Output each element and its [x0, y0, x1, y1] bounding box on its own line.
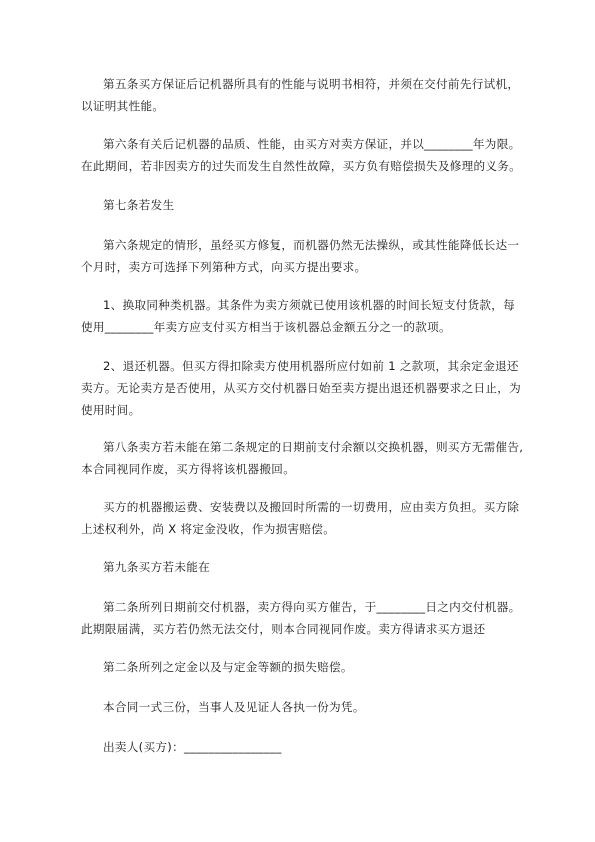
- paragraph-line: 第五条买方保证后记机器所具有的性能与说明书相符，并须在交付前先行试机，: [103, 77, 520, 91]
- paragraph-line: 买方的机器搬运费、安装费以及搬回时所需的一切费用，应由卖方负担。买方除: [103, 500, 520, 514]
- heading-article-9: [81, 556, 521, 578]
- paragraph-line: 在此期间，若非因卖方的过失而发生自然性故障，买方负有赔偿损失及修理的义务。: [81, 159, 522, 173]
- paragraph-line: 使用时间。: [81, 403, 141, 417]
- paragraph-line: 第九条买方若未能在: [103, 560, 211, 574]
- paragraph-copies: [81, 696, 521, 718]
- signature-field: 出卖人(买方)：________________: [103, 740, 282, 754]
- paragraph-article-7-item-1: [81, 294, 521, 338]
- paragraph-article-8-cont: [81, 496, 521, 540]
- paragraph-line: 2、退还机器。但买方得扣除卖方使用机器所应付如前 1 之款项，其余定金退还: [103, 359, 519, 373]
- paragraph-line: 第二条所列日期前交付机器，卖方得向买方催告，于________日之内交付机器。: [103, 600, 521, 614]
- paragraph-line: 第八条卖方若未能在第二条规定的日期前支付余额以交换机器，则买方无需催告,: [103, 440, 524, 454]
- paragraph-line: 第七条若发生: [103, 198, 175, 212]
- paragraph-line: 本合同视同作废，买方得将该机器搬回。: [81, 462, 296, 476]
- seller-signature-line: [81, 736, 521, 758]
- paragraph-line: 使用________年卖方应支付买方相当于该机器总金额五分之一的款项。: [81, 320, 451, 334]
- paragraph-article-9-cont: [81, 656, 521, 678]
- paragraph-line: 卖方。无论卖方是否使用，从买方交付机器日始至卖方提出退还机器要求之日止，为: [81, 381, 522, 395]
- paragraph-line: 以证明其性能。: [81, 99, 165, 113]
- paragraph-line: 上述权利外，尚 X 将定金没收，作为损害赔偿。: [81, 522, 336, 536]
- paragraph-article-5: [81, 73, 521, 117]
- paragraph-line: 第六条有关后记机器的品质、性能，由买方对卖方保证，并以________年为限。: [103, 137, 521, 151]
- paragraph-line: 第六条规定的情形，虽经买方修复，而机器仍然无法操纵，或其性能降低长达一: [103, 238, 520, 252]
- paragraph-article-8: [81, 436, 524, 480]
- paragraph-line: 此期限届满，买方若仍然无法交付，则本合同视同作废。卖方得请求买方退还: [81, 622, 486, 636]
- paragraph-line: 个月时，卖方可选择下列第种方式，向买方提出要求。: [81, 260, 367, 274]
- paragraph-article-7-body: [81, 234, 521, 278]
- paragraph-article-6: [81, 133, 521, 177]
- heading-article-7: [81, 194, 521, 216]
- paragraph-article-9-body: [81, 596, 521, 640]
- paragraph-line: 本合同一式三份，当事人及见证人各执一份为凭。: [103, 700, 365, 714]
- paragraph-line: 1、换取同种类机器。其条件为卖方须就已使用该机器的时间长短支付货款，每: [103, 298, 516, 312]
- paragraph-line: 第二条所列之定金以及与定金等额的损失赔偿。: [103, 660, 353, 674]
- paragraph-article-7-item-2: [81, 355, 521, 421]
